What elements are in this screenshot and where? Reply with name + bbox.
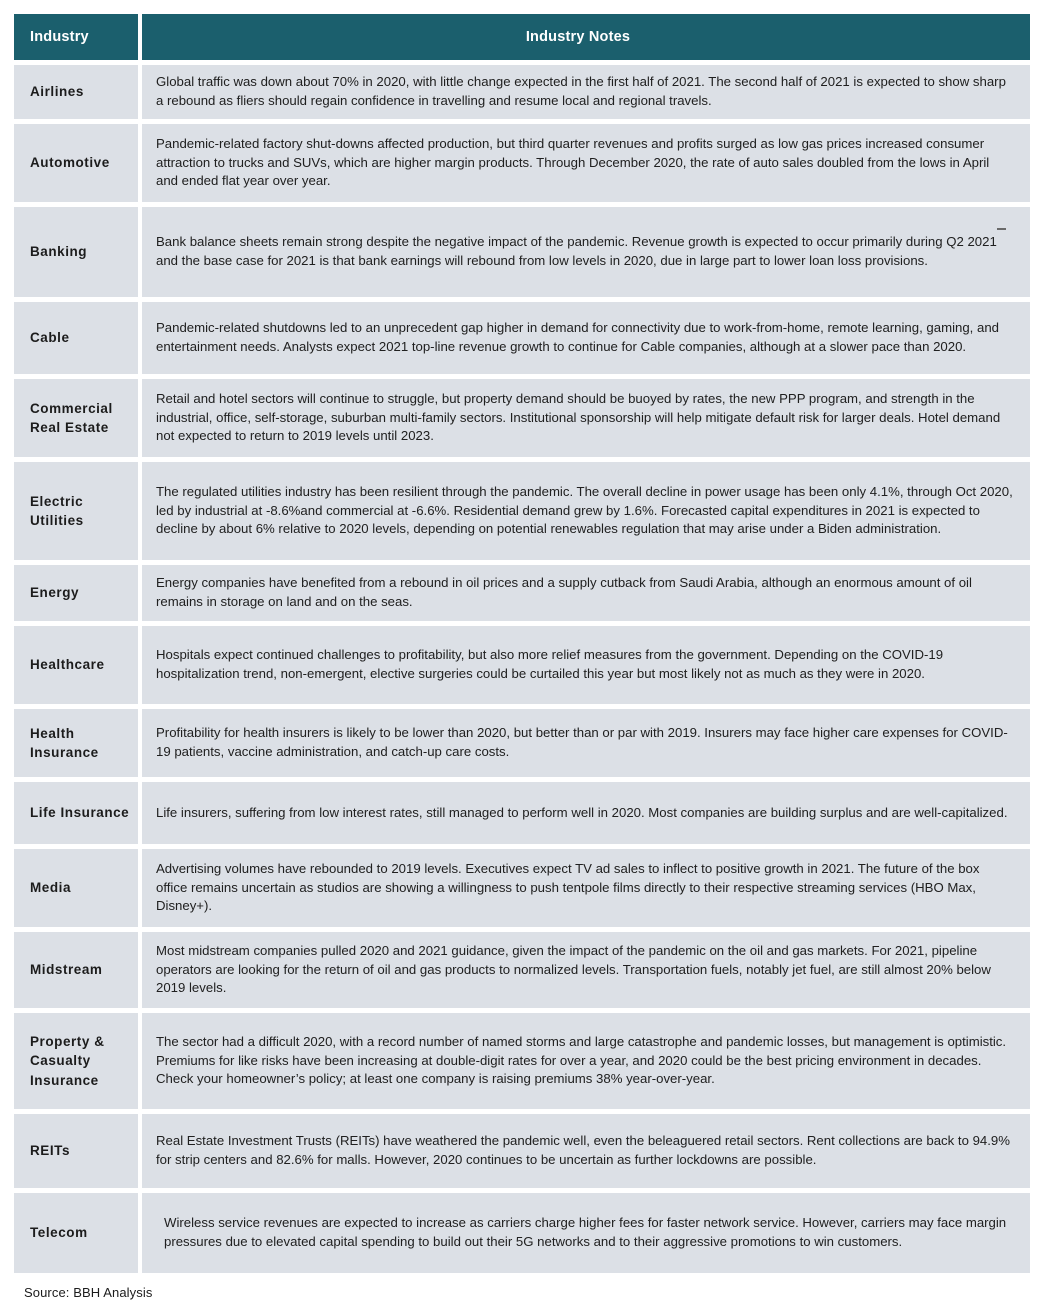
table-row xyxy=(14,1013,1030,1109)
row-industry-notes xyxy=(142,709,1030,777)
row-industry-notes xyxy=(142,379,1030,457)
row-industry-label: Airlines xyxy=(14,65,138,119)
table-body xyxy=(14,65,1030,1273)
row-industry-notes xyxy=(142,626,1030,704)
scan-artifact-dash xyxy=(997,228,1006,230)
row-industry-label: Life Insurance xyxy=(14,782,138,844)
row-industry-notes xyxy=(142,207,1030,297)
row-industry-notes xyxy=(142,932,1030,1008)
note-text: Real Estate Investment Trusts (REITs) have weathered the pandemic well, even the beleaguered retail sectors. Rent collections are back to 94.9% for strip centers and 82.6% for malls. However, 2020 continues to be uncertain as further lockdowns are possible. xyxy=(156,1133,1010,1167)
row-industry-label: Health Insurance xyxy=(14,709,138,777)
table-row xyxy=(14,1114,1030,1188)
row-industry-label: Cable xyxy=(14,302,138,374)
row-industry-label: Electric Utilities xyxy=(14,462,138,560)
note-text: Life insurers, suffering from low interest rates, still managed to perform well in 2020. Most companies are building surplus and are well-capitalized. xyxy=(156,804,1008,820)
row-industry-notes xyxy=(142,462,1030,560)
source-note: Source: BBH Analysis xyxy=(24,1285,153,1300)
note-text: Retail and hotel sectors will continue to struggle, but property demand should be buoyed by rates, the new PPP program, and strength in the industrial, office, self-storage, suburban multi-family sectors. Institutional sponsorship will help mitigate default risk for larger deals. Hotel demand not expected to return to 2019 levels until 2023. xyxy=(156,390,1001,444)
row-industry-notes xyxy=(142,782,1030,844)
row-industry-label: Media xyxy=(14,849,138,927)
row-industry-label: Banking xyxy=(14,207,138,297)
table-row xyxy=(14,709,1030,777)
table-row xyxy=(14,565,1030,621)
note-text: Pandemic-related shutdowns led to an unprecedent gap higher in demand for connectivity due to work-from-home, remote learning, gaming, and entertainment needs. Analysts expect 2021 top-line revenue growth to continue for Cable companies, although at a slower pace than 2020. xyxy=(156,320,1000,354)
table-row xyxy=(14,1193,1030,1273)
table-row xyxy=(14,782,1030,844)
table-row xyxy=(14,379,1030,457)
table-header-row xyxy=(14,14,1030,60)
row-industry-notes xyxy=(142,65,1030,119)
row-industry-notes xyxy=(142,1193,1030,1273)
note-text: Wireless service revenues are expected to increase as carriers charge higher fees for faster network service. However, carriers may face margin pressures due to elevated capital spending to build out their 5G networks and to their aggressive promotions to win customers. xyxy=(164,1215,1007,1249)
row-industry-notes xyxy=(142,565,1030,621)
row-industry-notes xyxy=(142,302,1030,374)
note-text: Global traffic was down about 70% in 2020, with little change expected in the first half of 2021. The second half of 2021 is expected to show sharp a rebound as fliers should regain confidence in travelling and resume local and regional travels. xyxy=(156,74,1006,108)
table-row xyxy=(14,626,1030,704)
table-row xyxy=(14,462,1030,560)
row-industry-notes xyxy=(142,124,1030,202)
table-row xyxy=(14,65,1030,119)
column-header-industry: Industry xyxy=(14,14,138,60)
row-industry-label: Commercial Real Estate xyxy=(14,379,138,457)
row-industry-label: Telecom xyxy=(14,1193,138,1273)
note-text: Profitability for health insurers is likely to be lower than 2020, but better than or par with 2019. Insurers may face higher care expenses for COVID-19 patients, vaccine administration, and catch-up care costs. xyxy=(156,725,1008,759)
row-industry-label: Automotive xyxy=(14,124,138,202)
table-row xyxy=(14,849,1030,927)
table-row xyxy=(14,124,1030,202)
industry-notes-table xyxy=(14,14,1030,1273)
note-text: The sector had a difficult 2020, with a record number of named storms and large catastrophe and pandemic losses, but management is optimistic. Premiums for like risks have been increasing at double-digit rates for over a year, and 2020 could be the best pricing environment in decades. Check your homeowner’s policy; at least one company is raising premiums 38% year-over-year. xyxy=(156,1033,1007,1087)
note-text: The regulated utilities industry has been resilient through the pandemic. The overall decline in power usage has been only 4.1%, through Oct 2020, led by industrial at -8.6%and commercial at -6.6%. Residential demand grew by 1.6%. Forecasted capital expenditures in 2021 is expected to decline by about 6% relative to 2020 levels, depending on potential renewables regulation that may arise under a Biden administration. xyxy=(156,483,1013,537)
row-industry-notes xyxy=(142,849,1030,927)
row-industry-label: Healthcare xyxy=(14,626,138,704)
note-text: Hospitals expect continued challenges to profitability, but also more relief measures from the government. Depending on the COVID-19 hospitalization trend, non-emergent, elective surgeries could be curtailed this year but most likely not as much as they were in 2020. xyxy=(156,647,944,681)
note-text: Advertising volumes have rebounded to 2019 levels. Executives expect TV ad sales to inflect to positive growth in 2021. The future of the box office remains uncertain as studios are showing a willingness to push tentpole films directly to their respective streaming services (HBO Max, Disney+). xyxy=(156,860,980,914)
row-industry-label: Property & Casualty Insurance xyxy=(14,1013,138,1109)
row-industry-label: Energy xyxy=(14,565,138,621)
note-text: Bank balance sheets remain strong despite the negative impact of the pandemic. Revenue growth is expected to occur primarily during Q2 2021 and the base case for 2021 is that bank earnings will rebound from low levels in 2020, due in large part to lower loan loss provisions. xyxy=(156,234,997,268)
note-text: Energy companies have benefited from a rebound in oil prices and a supply cutback from Saudi Arabia, although an enormous amount of oil remains in storage on land and on the seas. xyxy=(156,575,972,609)
note-text: Pandemic-related factory shut-downs affected production, but third quarter revenues and profits surged as low gas prices increased consumer attraction to trucks and SUVs, which are higher margin products. Through December 2020, the rate of auto sales doubled from the lows in April and ended flat year over year. xyxy=(156,135,990,189)
table-row xyxy=(14,207,1030,297)
table-row xyxy=(14,932,1030,1008)
row-industry-notes xyxy=(142,1114,1030,1188)
column-header-industry-notes: Industry Notes xyxy=(142,14,1030,60)
row-industry-notes xyxy=(142,1013,1030,1109)
row-industry-label: REITs xyxy=(14,1114,138,1188)
row-industry-label: Midstream xyxy=(14,932,138,1008)
table-row xyxy=(14,302,1030,374)
note-text: Most midstream companies pulled 2020 and 2021 guidance, given the impact of the pandemic on the oil and gas markets. For 2021, pipeline operators are looking for the return of oil and gas products to normalized levels. Transportation fuels, notably jet fuel, are still almost 20% below 2019 levels. xyxy=(156,942,991,996)
